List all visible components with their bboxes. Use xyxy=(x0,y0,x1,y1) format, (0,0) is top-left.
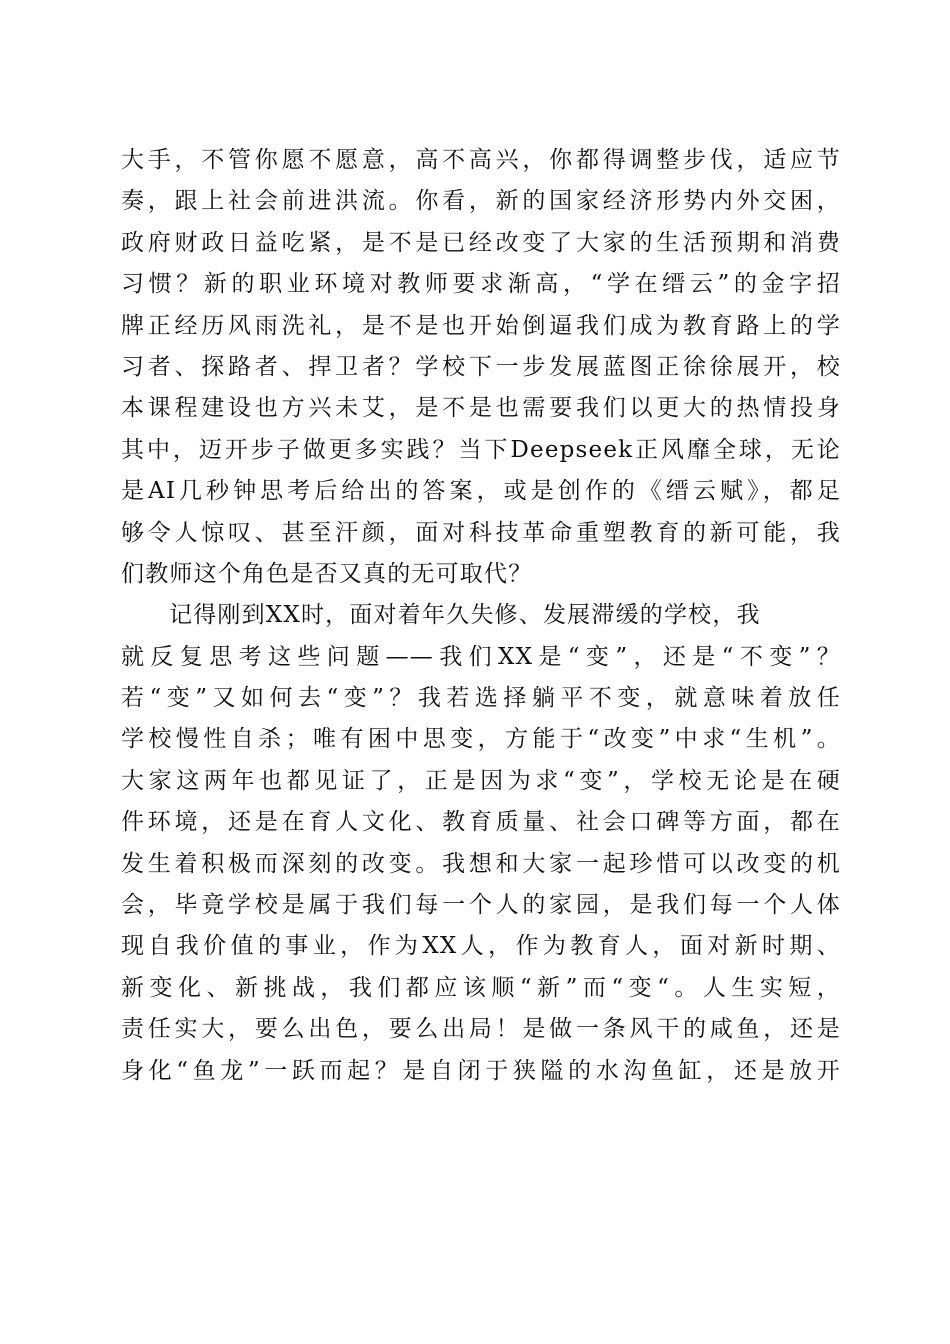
body-text xyxy=(121,140,841,1092)
text-line: 政府财政日益吃紧，是不是已经改变了大家的生活预期和消费 xyxy=(121,229,841,256)
text-line: 发生着积极而深刻的改变。我想和大家一起珍惜可以改变的机 xyxy=(121,850,841,877)
text-line: 大家这两年也都见证了，正是因为求“变”，学校无论是在硬 xyxy=(121,767,841,794)
text-line: 牌正经历风雨洗礼，是不是也开始倒逼我们成为教育路上的学 xyxy=(121,312,841,339)
text-line: 若“变”又如何去“变”？我若选择躺平不变，就意味着放任 xyxy=(121,685,841,712)
text-line: 新变化、新挑战，我们都应该顺“新”而“变“。人生实短， xyxy=(121,974,841,1001)
text-line: 身化“鱼龙”一跃而起？是自闭于狭隘的水沟鱼缸，还是放开 xyxy=(121,1057,841,1084)
text-line: 学校慢性自杀；唯有困中思变，方能于“改变”中求“生机”。 xyxy=(121,726,841,753)
text-line: 大手，不管你愿不愿意，高不高兴，你都得调整步伐，适应节 xyxy=(121,147,841,173)
text-line: 习惯？新的职业环境对教师要求渐高，“学在缙云”的金字招 xyxy=(121,271,841,298)
text-line: 本课程建设也方兴未艾，是不是也需要我们以更大的热情投身 xyxy=(121,395,841,422)
text-line: 够令人惊叹、甚至汗颜，面对科技革命重塑教育的新可能，我 xyxy=(121,519,841,546)
text-line: 习者、探路者、捍卫者？学校下一步发展蓝图正徐徐展开，校 xyxy=(121,353,841,380)
text-line: 其中，迈开步子做更多实践？当下Deepseek正风靡全球，无论 xyxy=(121,436,841,463)
text-line: 奏，跟上社会前进洪流。你看，新的国家经济形势内外交困， xyxy=(121,188,841,215)
text-line: 是AI几秒钟思考后给出的答案，或是创作的《缙云赋》，都足 xyxy=(121,478,841,505)
text-line: 们教师这个角色是否又真的无可取代？ xyxy=(121,560,533,587)
text-line: 就反复思考这些问题——我们XX是“变”，还是“不变”？ xyxy=(121,643,841,670)
text-line: 会，毕竟学校是属于我们每一个人的家园，是我们每一个人体 xyxy=(121,892,841,919)
text-line: 件环境，还是在育人文化、教育质量、社会口碑等方面，都在 xyxy=(121,809,841,836)
text-line: 现自我价值的事业，作为XX人，作为教育人，面对新时期、 xyxy=(121,933,841,960)
text-line: 责任实大，要么出色，要么出局！是做一条风干的咸鱼，还是 xyxy=(121,1016,841,1043)
paragraph-first-line: 记得刚到XX时，面对着年久失修、发展滞缓的学校，我 xyxy=(169,602,761,629)
